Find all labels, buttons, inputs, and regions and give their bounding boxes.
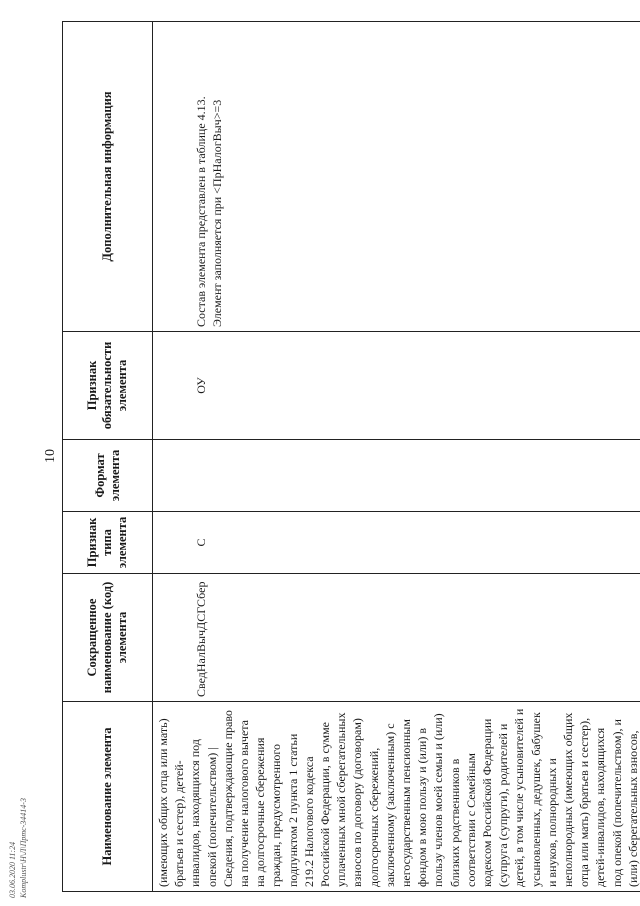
header-element-required: Признак обязательности элемента [63,332,153,440]
element-name-cell [153,702,640,892]
footer-path: Komplustr\Н\Л\Пртс-34414-3 [19,798,28,898]
header-element-name: Наименование элемента [63,702,153,892]
additional-info-text: Состав элемента представлен в таблице 4.13. Элемент заполняется при <ПрНалогВыч>=3 [194,96,225,327]
footer-date: 03.06.2020 11:24 [8,841,17,898]
element-code-text: СведНалВычДСГСбер [194,581,208,697]
page-number: 10 [43,449,58,463]
continuation-text: (имеющих общих отца или мать) братьев и сестер), детей- инвалидов, находящихся под опекой (попечительством) | [156,718,219,887]
header-element-code: Сокращенное наименование (код) элемента [63,574,153,702]
element-name-text: Сведения, подтверждающие право на получение налогового вычета на долгосрочные сбережения граждан, предусмотренного подпунктом 2 пункта 1 статьи 219.2 Налогового кодекса Российской Федерации, в сумме уплаченных мной сберегательных взносов по договору (договорам) долгосрочных сбережений, заключенному (заключенным) с негосударственным пенсионным фондом в мою пользу и (или) в пользу членов моей семьи и (или) близких родственников в соответствии с Семейным кодексом Российской Федерации (супруга (супруги), родителей и детей, в том числе усыновителей и усыновленных, дедушек, бабушек и внуков, полнородных и неполнородных (имеющих общих отца или мать) братьев и сестер), детей-инвалидов, находящихся под опекой (попечительством), и (или) сберегательных взносов, [220,708,640,887]
element-type-text: С [194,538,208,547]
footer-stamp [8,760,148,900]
element-required-text: ОУ [194,377,208,394]
header-element-type: Признак типа элемента [63,512,153,574]
element-type-cell [153,512,640,574]
element-code-cell [153,574,640,702]
table-row [153,22,640,892]
header-additional-info: Дополнительная информация [63,22,153,332]
element-required-cell [153,332,640,440]
additional-info-cell [153,22,640,332]
header-element-format: Формат элемента [63,440,153,512]
element-format-cell [153,440,640,512]
element-table [62,21,640,892]
